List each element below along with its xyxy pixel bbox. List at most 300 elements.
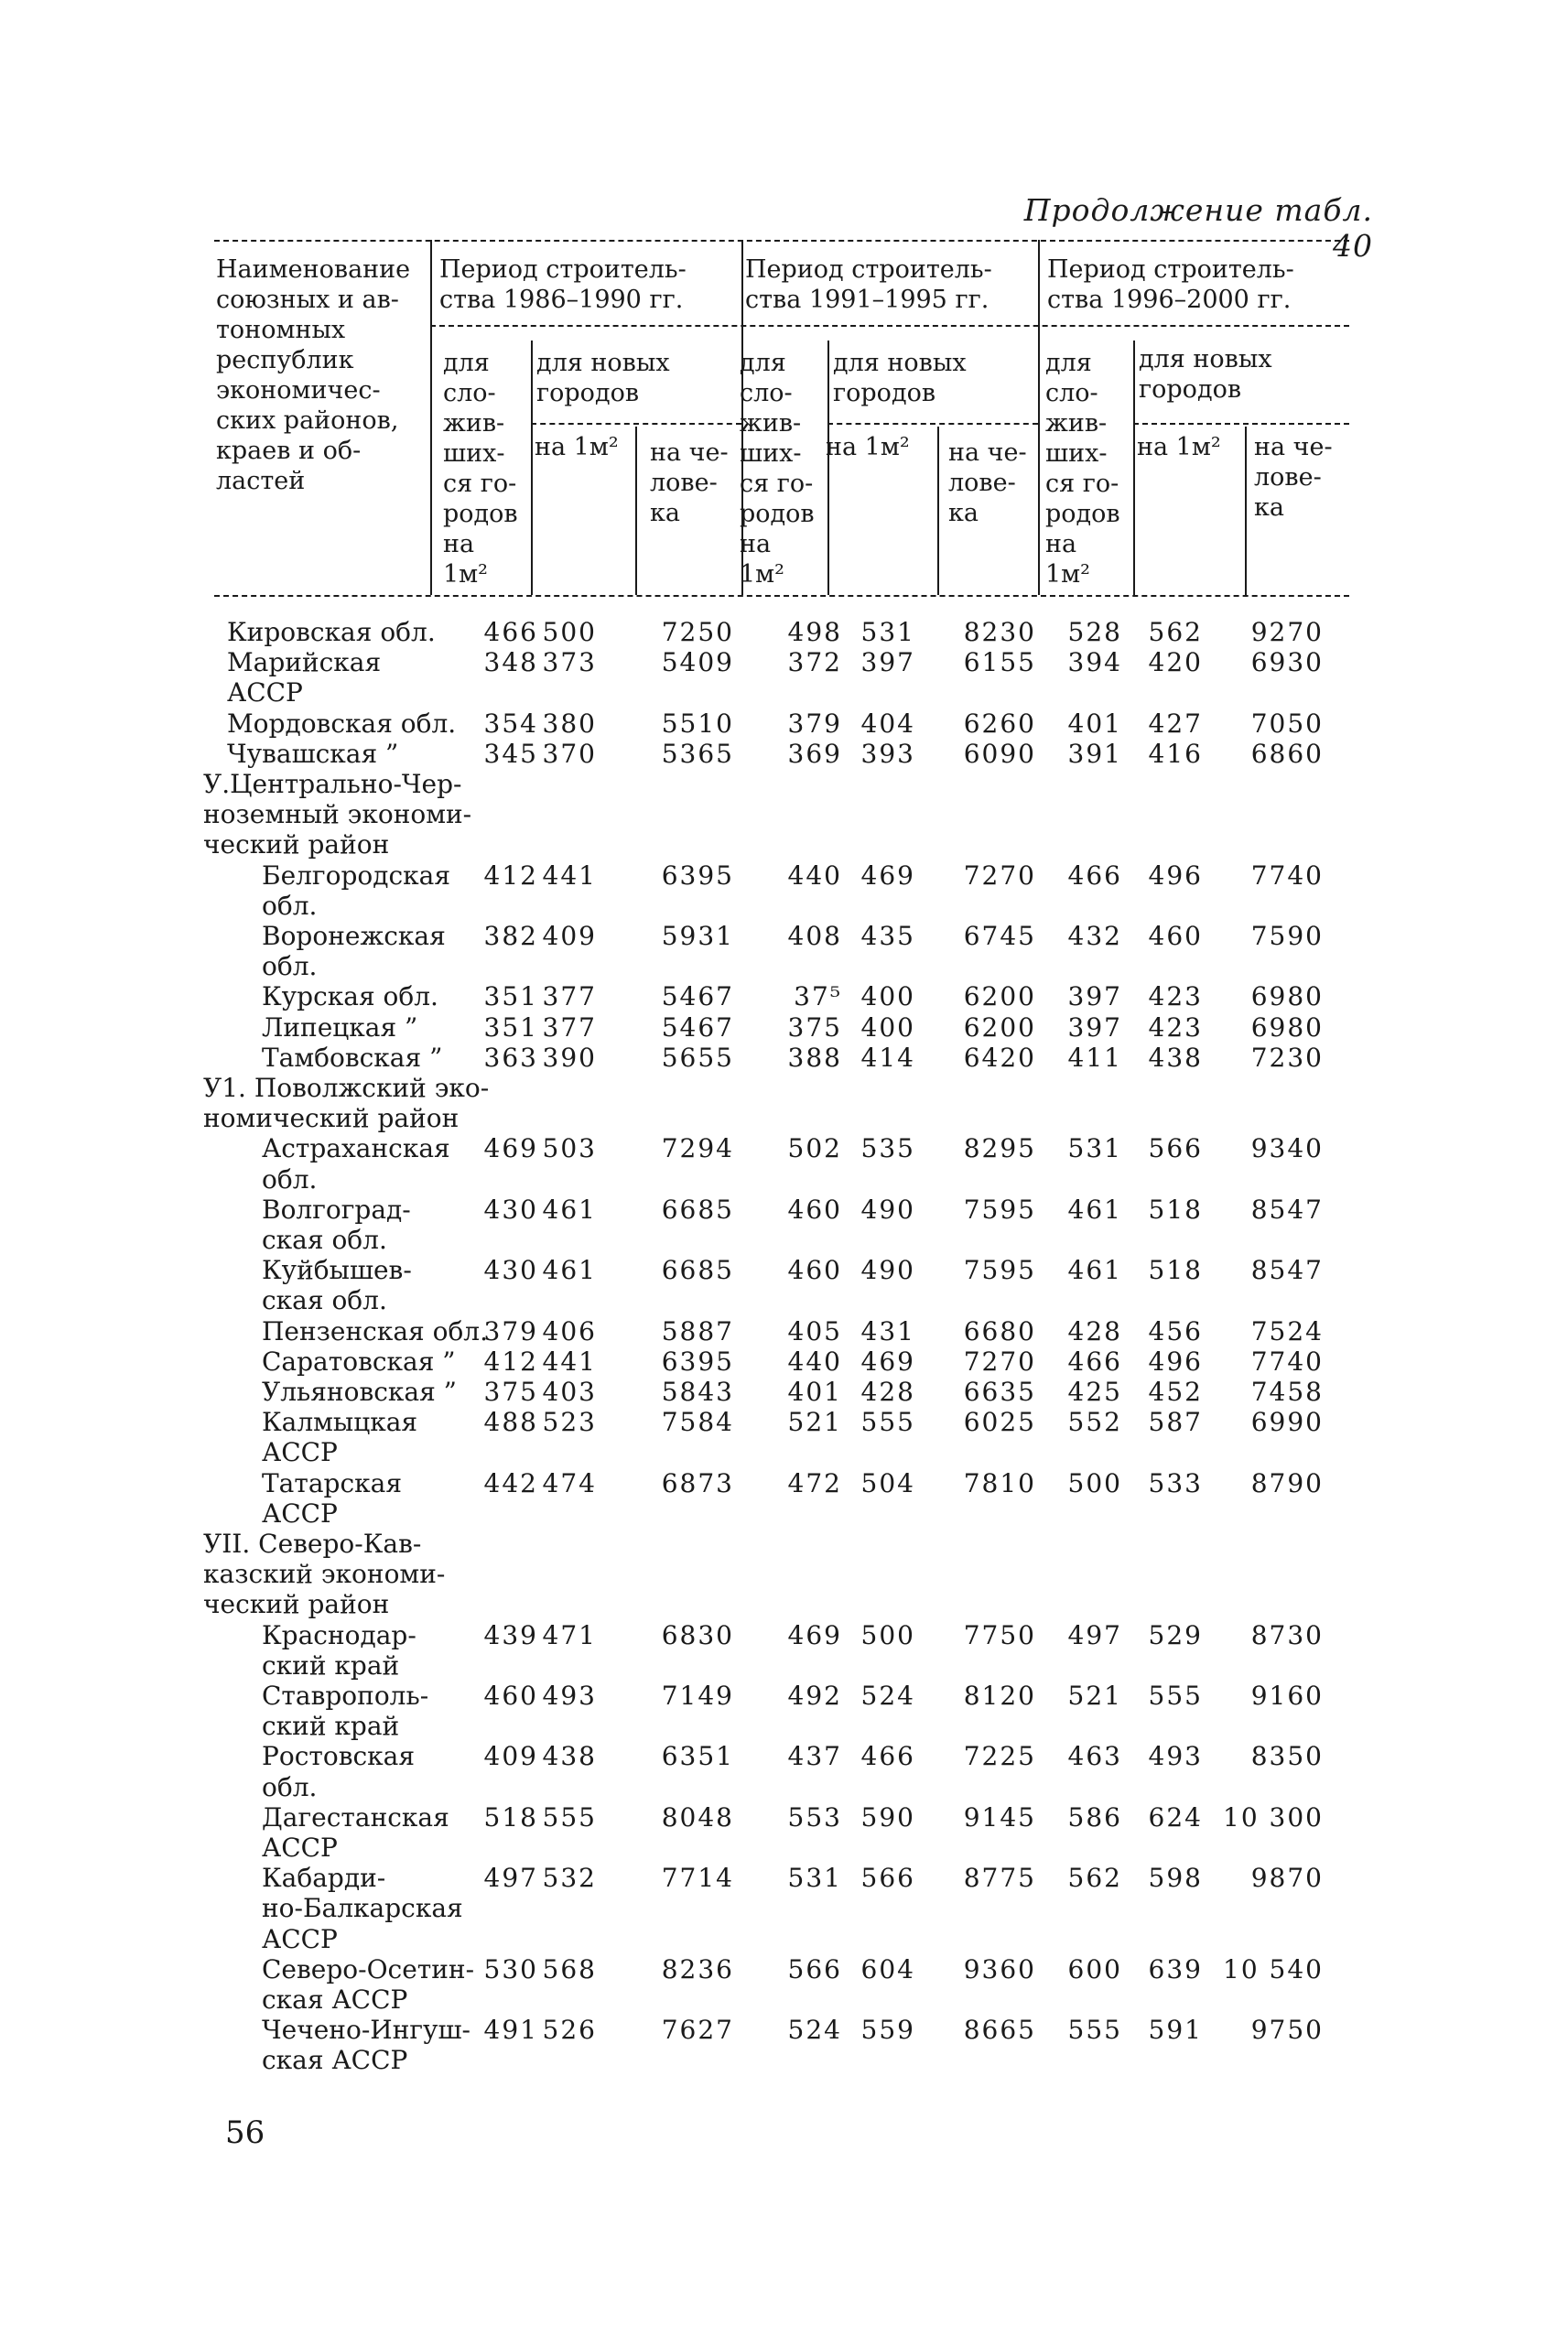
cell-value: 6155 bbox=[963, 647, 1036, 678]
header-name: Наименование союзных и ав- тономных республик экономичес- ских районов, краев и об- ластей bbox=[216, 255, 411, 495]
table-row bbox=[0, 1681, 1568, 1711]
cell-value: 420 bbox=[1148, 647, 1203, 678]
subrule-1 bbox=[531, 423, 741, 425]
section-heading: казский экономи- bbox=[203, 1559, 446, 1590]
period-rule bbox=[430, 325, 1349, 327]
cell-value: 391 bbox=[1067, 738, 1122, 769]
region-name: АССР bbox=[262, 1498, 338, 1529]
table-row bbox=[0, 1012, 1568, 1043]
cell-value: 555 bbox=[860, 1407, 915, 1438]
header-new-2: для новых городов bbox=[833, 349, 967, 407]
cell-value: 469 bbox=[860, 860, 915, 891]
cell-value: 6873 bbox=[661, 1467, 734, 1498]
region-name: Калмыцкая bbox=[262, 1407, 418, 1438]
cell-value: 373 bbox=[542, 647, 597, 678]
cell-value: 598 bbox=[1148, 1863, 1203, 1894]
cell-value: 6260 bbox=[963, 708, 1036, 739]
region-name: Пензенская обл. bbox=[262, 1315, 488, 1346]
cell-value: 442 bbox=[483, 1467, 538, 1498]
region-name: обл. bbox=[262, 890, 318, 921]
table-row-continuation bbox=[0, 1650, 1568, 1681]
region-name: Кабарди- bbox=[262, 1863, 386, 1894]
cell-value: 5655 bbox=[661, 1042, 734, 1073]
cell-value: 466 bbox=[1067, 860, 1122, 891]
region-name: АССР bbox=[262, 1437, 338, 1468]
cell-value: 469 bbox=[483, 1133, 538, 1164]
cell-value: 428 bbox=[1067, 1315, 1122, 1346]
cell-value: 9750 bbox=[1250, 2015, 1324, 2046]
cell-value: 409 bbox=[483, 1741, 538, 1772]
table-row-continuation bbox=[0, 1772, 1568, 1802]
cell-value: 435 bbox=[860, 921, 915, 951]
cell-value: 351 bbox=[483, 1011, 538, 1043]
cell-value: 388 bbox=[787, 1042, 842, 1073]
header-existing-1: для сло- жив- ших- ся го- родов на bbox=[443, 349, 518, 558]
region-name: обл. bbox=[262, 1771, 318, 1802]
table-row-continuation bbox=[0, 1924, 1568, 1954]
cell-value: 9270 bbox=[1250, 617, 1324, 647]
cell-value: 411 bbox=[1067, 1042, 1122, 1073]
cell-value: 460 bbox=[483, 1681, 538, 1711]
header-existing-unit-2: 1м² bbox=[740, 560, 785, 589]
cell-value: 393 bbox=[860, 738, 915, 769]
header-bottom-rule bbox=[214, 595, 1349, 597]
cell-value: 528 bbox=[1067, 617, 1122, 647]
table-row bbox=[0, 1468, 1568, 1498]
cell-value: 7714 bbox=[661, 1863, 734, 1894]
subrule-3 bbox=[1133, 423, 1349, 425]
cell-value: 6980 bbox=[1250, 981, 1324, 1012]
cell-value: 7270 bbox=[963, 860, 1036, 891]
cell-value: 430 bbox=[483, 1194, 538, 1225]
cell-value: 379 bbox=[787, 708, 842, 739]
cell-value: 521 bbox=[787, 1407, 842, 1438]
table-row bbox=[0, 1954, 1568, 1984]
cell-value: 406 bbox=[542, 1315, 597, 1346]
cell-value: 8547 bbox=[1250, 1255, 1324, 1286]
cell-value: 394 bbox=[1067, 647, 1122, 678]
cell-value: 8048 bbox=[661, 1801, 734, 1833]
cell-value: 7524 bbox=[1250, 1315, 1324, 1346]
cell-value: 375 bbox=[787, 1011, 842, 1043]
cell-value: 590 bbox=[860, 1801, 915, 1833]
table-row bbox=[0, 1620, 1568, 1650]
cell-value: 6830 bbox=[661, 1619, 734, 1650]
region-name: Воронежская bbox=[262, 921, 446, 951]
cell-value: 369 bbox=[787, 738, 842, 769]
cell-value: 566 bbox=[1148, 1133, 1203, 1164]
region-name: Кировская обл. bbox=[227, 617, 436, 647]
region-name: ская АССР bbox=[262, 1984, 408, 2015]
cell-value: 5510 bbox=[661, 708, 734, 739]
cell-value: 416 bbox=[1148, 738, 1203, 769]
table-row bbox=[0, 1255, 1568, 1285]
cell-value: 471 bbox=[542, 1619, 597, 1650]
cell-value: 461 bbox=[542, 1194, 597, 1225]
header-per-person-3: на че- лове- ка bbox=[1254, 433, 1333, 522]
cell-value: 518 bbox=[1148, 1255, 1203, 1286]
cell-value: 397 bbox=[1067, 981, 1122, 1012]
cell-value: 7225 bbox=[963, 1741, 1036, 1772]
cell-value: 532 bbox=[542, 1863, 597, 1894]
header-per-m2-3: на 1м² bbox=[1137, 433, 1221, 461]
cell-value: 423 bbox=[1148, 1011, 1203, 1043]
cell-value: 496 bbox=[1148, 1346, 1203, 1377]
cell-value: 7595 bbox=[963, 1255, 1036, 1286]
region-name: ский край bbox=[262, 1649, 400, 1681]
cell-value: 9340 bbox=[1250, 1133, 1324, 1164]
cell-value: 412 bbox=[483, 1346, 538, 1377]
cell-value: 521 bbox=[1067, 1681, 1122, 1711]
cell-value: 9360 bbox=[963, 1953, 1036, 1984]
cell-value: 439 bbox=[483, 1619, 538, 1650]
region-name: Липецкая ” bbox=[262, 1011, 418, 1043]
section-heading: ческий район bbox=[203, 1589, 390, 1620]
region-name: Саратовская ” bbox=[262, 1346, 456, 1377]
header-existing-unit-1: 1м² bbox=[443, 560, 489, 589]
cell-value: 414 bbox=[860, 1042, 915, 1073]
cell-value: 7250 bbox=[661, 617, 734, 647]
cell-value: 562 bbox=[1148, 617, 1203, 647]
cell-value: 6860 bbox=[1250, 738, 1324, 769]
cell-value: 461 bbox=[542, 1255, 597, 1286]
cell-value: 379 bbox=[483, 1315, 538, 1346]
table-row-continuation bbox=[0, 1498, 1568, 1529]
cell-value: 502 bbox=[787, 1133, 842, 1164]
cell-value: 8730 bbox=[1250, 1619, 1324, 1650]
cell-value: 518 bbox=[483, 1801, 538, 1833]
cell-value: 377 bbox=[542, 1011, 597, 1043]
cell-value: 6395 bbox=[661, 1346, 734, 1377]
section-heading: У.Центрально-Чер- bbox=[203, 769, 462, 799]
cell-value: 460 bbox=[1148, 921, 1203, 951]
cell-value: 587 bbox=[1148, 1407, 1203, 1438]
header-per-person-2: на че- лове- ка bbox=[948, 438, 1027, 527]
region-name: но-Балкарская bbox=[262, 1893, 463, 1924]
region-name: Дагестанская bbox=[262, 1801, 449, 1833]
cell-value: 600 bbox=[1067, 1953, 1122, 1984]
region-name: Ульяновская ” bbox=[262, 1377, 457, 1407]
cell-value: 9870 bbox=[1250, 1863, 1324, 1894]
cell-value: 8790 bbox=[1250, 1467, 1324, 1498]
cell-value: 7590 bbox=[1250, 921, 1324, 951]
cell-value: 6420 bbox=[963, 1042, 1036, 1073]
region-name: ская обл. bbox=[262, 1225, 387, 1255]
table-row bbox=[0, 739, 1568, 769]
cell-value: 5409 bbox=[661, 647, 734, 678]
section-heading: номический район bbox=[203, 1103, 460, 1134]
region-name: ский край bbox=[262, 1711, 400, 1742]
cell-value: 405 bbox=[787, 1315, 842, 1346]
cell-value: 8236 bbox=[661, 1953, 734, 1984]
cell-value: 9160 bbox=[1250, 1681, 1324, 1711]
cell-value: 397 bbox=[1067, 1011, 1122, 1043]
cell-value: 523 bbox=[542, 1407, 597, 1438]
cell-value: 5467 bbox=[661, 981, 734, 1012]
table-row bbox=[0, 1863, 1568, 1893]
cell-value: 555 bbox=[1067, 2015, 1122, 2046]
cell-value: 440 bbox=[787, 1346, 842, 1377]
cell-value: 7270 bbox=[963, 1346, 1036, 1377]
cell-value: 493 bbox=[542, 1681, 597, 1711]
table-row-continuation bbox=[0, 891, 1568, 921]
header-top-rule bbox=[214, 240, 1349, 242]
cell-value: 503 bbox=[542, 1133, 597, 1164]
cell-value: 490 bbox=[860, 1255, 915, 1286]
region-name: Астраханская bbox=[262, 1133, 450, 1164]
cell-value: 504 bbox=[860, 1467, 915, 1498]
cell-value: 518 bbox=[1148, 1194, 1203, 1225]
cell-value: 531 bbox=[860, 617, 915, 647]
vrule-p2-end bbox=[1038, 240, 1040, 595]
region-name: обл. bbox=[262, 951, 318, 982]
table-row bbox=[0, 1195, 1568, 1225]
cell-value: 535 bbox=[860, 1133, 915, 1164]
header-per-m2-1: на 1м² bbox=[535, 433, 619, 461]
cell-value: 490 bbox=[860, 1194, 915, 1225]
header-per-person-1: на че- лове- ка bbox=[650, 438, 729, 527]
cell-value: 428 bbox=[860, 1377, 915, 1407]
cell-value: 7750 bbox=[963, 1619, 1036, 1650]
cell-value: 5467 bbox=[661, 1011, 734, 1043]
cell-value: 524 bbox=[787, 2015, 842, 2046]
header-new-3: для новых городов bbox=[1139, 345, 1272, 404]
region-name: Ростовская bbox=[262, 1741, 416, 1772]
cell-value: 354 bbox=[483, 708, 538, 739]
region-name: Краснодар- bbox=[262, 1619, 416, 1650]
table-row bbox=[0, 1802, 1568, 1833]
section-heading: ческий район bbox=[203, 829, 390, 860]
cell-value: 6685 bbox=[661, 1255, 734, 1286]
cell-value: 10 540 bbox=[1223, 1953, 1324, 1984]
table-row-continuation bbox=[0, 951, 1568, 981]
cell-value: 6685 bbox=[661, 1194, 734, 1225]
table-row-continuation bbox=[0, 1711, 1568, 1741]
header-new-1: для новых городов bbox=[536, 349, 670, 407]
cell-value: 6990 bbox=[1250, 1407, 1324, 1438]
table-row-continuation bbox=[0, 1285, 1568, 1315]
cell-value: 6025 bbox=[963, 1407, 1036, 1438]
page-number: 56 bbox=[225, 2114, 265, 2151]
table-row bbox=[0, 1346, 1568, 1377]
header-period-1: Период строитель- ства 1986–1990 гг. bbox=[439, 255, 687, 314]
cell-value: 604 bbox=[860, 1953, 915, 1984]
header-period-2: Период строитель- ства 1991–1995 гг. bbox=[745, 255, 992, 314]
table-row bbox=[0, 981, 1568, 1011]
table-row bbox=[0, 860, 1568, 891]
cell-value: 530 bbox=[483, 1953, 538, 1984]
cell-value: 552 bbox=[1067, 1407, 1122, 1438]
cell-value: 586 bbox=[1067, 1801, 1122, 1833]
cell-value: 497 bbox=[1067, 1619, 1122, 1650]
cell-value: 7584 bbox=[661, 1407, 734, 1438]
table-row-continuation bbox=[0, 2045, 1568, 2075]
cell-value: 491 bbox=[483, 2015, 538, 2046]
cell-value: 412 bbox=[483, 860, 538, 891]
cell-value: 6200 bbox=[963, 981, 1036, 1012]
cell-value: 555 bbox=[542, 1801, 597, 1833]
cell-value: 6930 bbox=[1250, 647, 1324, 678]
cell-value: 6680 bbox=[963, 1315, 1036, 1346]
cell-value: 6395 bbox=[661, 860, 734, 891]
cell-value: 529 bbox=[1148, 1619, 1203, 1650]
region-name: ская обл. bbox=[262, 1285, 387, 1316]
cell-value: 8350 bbox=[1250, 1741, 1324, 1772]
cell-value: 500 bbox=[542, 617, 597, 647]
vrule-p3-b bbox=[1245, 427, 1247, 595]
cell-value: 7740 bbox=[1250, 1346, 1324, 1377]
region-name: Чечено-Ингуш- bbox=[262, 2015, 470, 2046]
cell-value: 591 bbox=[1148, 2015, 1203, 2046]
region-name: Мордовская обл. bbox=[227, 708, 457, 739]
cell-value: 401 bbox=[1067, 708, 1122, 739]
header-existing-2: для сло- жив- ших- ся го- родов на bbox=[740, 349, 815, 558]
cell-value: 461 bbox=[1067, 1255, 1122, 1286]
cell-value: 469 bbox=[787, 1619, 842, 1650]
section-heading: ноземный экономи- bbox=[203, 799, 472, 830]
cell-value: 559 bbox=[860, 2015, 915, 2046]
cell-value: 351 bbox=[483, 981, 538, 1012]
region-name: Татарская bbox=[262, 1467, 403, 1498]
region-name: обл. bbox=[262, 1163, 318, 1195]
cell-value: 461 bbox=[1067, 1194, 1122, 1225]
cell-value: 531 bbox=[1067, 1133, 1122, 1164]
region-name: Белгородская bbox=[262, 860, 451, 891]
table-row bbox=[0, 2015, 1568, 2045]
region-name: Чувашская ” bbox=[227, 738, 399, 769]
table-row-continuation bbox=[0, 677, 1568, 708]
cell-value: 6090 bbox=[963, 738, 1036, 769]
cell-value: 438 bbox=[1148, 1042, 1203, 1073]
cell-value: 466 bbox=[1067, 1346, 1122, 1377]
cell-value: 531 bbox=[787, 1863, 842, 1894]
section-heading: УІІ. Северо-Кав- bbox=[203, 1529, 422, 1559]
region-name: Куйбышев- bbox=[262, 1255, 412, 1286]
cell-value: 377 bbox=[542, 981, 597, 1012]
table-caption: Продолжение табл. 40 bbox=[1023, 192, 1373, 264]
cell-value: 463 bbox=[1067, 1741, 1122, 1772]
cell-value: 460 bbox=[787, 1255, 842, 1286]
table-row bbox=[0, 617, 1568, 647]
cell-value: 363 bbox=[483, 1042, 538, 1073]
cell-value: 425 bbox=[1067, 1377, 1122, 1407]
cell-value: 7458 bbox=[1250, 1377, 1324, 1407]
cell-value: 6635 bbox=[963, 1377, 1036, 1407]
cell-value: 390 bbox=[542, 1042, 597, 1073]
cell-value: 8295 bbox=[963, 1133, 1036, 1164]
cell-value: 562 bbox=[1067, 1863, 1122, 1894]
cell-value: 7149 bbox=[661, 1681, 734, 1711]
cell-value: 7810 bbox=[963, 1467, 1036, 1498]
cell-value: 404 bbox=[860, 708, 915, 739]
header-existing-3: для сло- жив- ших- ся го- родов на bbox=[1045, 349, 1120, 558]
cell-value: 7595 bbox=[963, 1194, 1036, 1225]
cell-value: 500 bbox=[860, 1619, 915, 1650]
cell-value: 427 bbox=[1148, 708, 1203, 739]
table-row-continuation bbox=[0, 1225, 1568, 1255]
cell-value: 408 bbox=[787, 921, 842, 951]
cell-value: 5887 bbox=[661, 1315, 734, 1346]
table-row-continuation bbox=[0, 1164, 1568, 1195]
cell-value: 400 bbox=[860, 981, 915, 1012]
cell-value: 380 bbox=[542, 708, 597, 739]
cell-value: 474 bbox=[542, 1467, 597, 1498]
cell-value: 639 bbox=[1148, 1953, 1203, 1984]
region-name: Северо-Осетин- bbox=[262, 1953, 475, 1984]
cell-value: 624 bbox=[1148, 1801, 1203, 1833]
region-name: Тамбовская ” bbox=[262, 1042, 443, 1073]
region-name: ская АССР bbox=[262, 2045, 408, 2076]
cell-value: 460 bbox=[787, 1194, 842, 1225]
cell-value: 8230 bbox=[963, 617, 1036, 647]
cell-value: 566 bbox=[860, 1863, 915, 1894]
region-name: Курская обл. bbox=[262, 981, 438, 1012]
cell-value: 375 bbox=[483, 1377, 538, 1407]
cell-value: 401 bbox=[787, 1377, 842, 1407]
cell-value: 6745 bbox=[963, 921, 1036, 951]
table-row bbox=[0, 1043, 1568, 1073]
cell-value: 6200 bbox=[963, 1011, 1036, 1043]
header-existing-unit-3: 1м² bbox=[1045, 560, 1091, 589]
table-row bbox=[0, 1377, 1568, 1407]
cell-value: 6351 bbox=[661, 1741, 734, 1772]
vrule-p2-a bbox=[827, 341, 829, 595]
region-name: Волгоград- bbox=[262, 1194, 411, 1225]
cell-value: 438 bbox=[542, 1741, 597, 1772]
cell-value: 6980 bbox=[1250, 1011, 1324, 1043]
cell-value: 400 bbox=[860, 1011, 915, 1043]
cell-value: 8775 bbox=[963, 1863, 1036, 1894]
region-name: АССР bbox=[262, 1833, 338, 1863]
cell-value: 370 bbox=[542, 738, 597, 769]
header-period-3: Период строитель- ства 1996–2000 гг. bbox=[1047, 255, 1294, 314]
vrule-p1-b bbox=[635, 427, 637, 595]
cell-value: 432 bbox=[1067, 921, 1122, 951]
table-row bbox=[0, 708, 1568, 739]
cell-value: 348 bbox=[483, 647, 538, 678]
cell-value: 441 bbox=[542, 860, 597, 891]
cell-value: 437 bbox=[787, 1741, 842, 1772]
region-name: АССР bbox=[227, 677, 303, 708]
cell-value: 452 bbox=[1148, 1377, 1203, 1407]
cell-value: 7627 bbox=[661, 2015, 734, 2046]
table-row bbox=[0, 921, 1568, 951]
cell-value: 8120 bbox=[963, 1681, 1036, 1711]
cell-value: 5931 bbox=[661, 921, 734, 951]
header-per-m2-2: на 1м² bbox=[826, 433, 910, 461]
table-row bbox=[0, 647, 1568, 677]
vrule-p1-a bbox=[531, 341, 533, 595]
region-name: Марийская bbox=[227, 647, 382, 678]
cell-value: 469 bbox=[860, 1346, 915, 1377]
cell-value: 5843 bbox=[661, 1377, 734, 1407]
table-row-continuation bbox=[0, 1437, 1568, 1467]
section-heading: У1. Поволжский эко- bbox=[203, 1073, 490, 1103]
cell-value: 5365 bbox=[661, 738, 734, 769]
cell-value: 466 bbox=[860, 1741, 915, 1772]
cell-value: 397 bbox=[860, 647, 915, 678]
cell-value: 7294 bbox=[661, 1133, 734, 1164]
table-row-continuation bbox=[0, 1984, 1568, 2015]
cell-value: 526 bbox=[542, 2015, 597, 2046]
cell-value: 9145 bbox=[963, 1801, 1036, 1833]
table-row bbox=[0, 1741, 1568, 1771]
region-name: Ставрополь- bbox=[262, 1681, 429, 1711]
cell-value: 492 bbox=[787, 1681, 842, 1711]
cell-value: 456 bbox=[1148, 1315, 1203, 1346]
cell-value: 372 bbox=[787, 647, 842, 678]
cell-value: 524 bbox=[860, 1681, 915, 1711]
